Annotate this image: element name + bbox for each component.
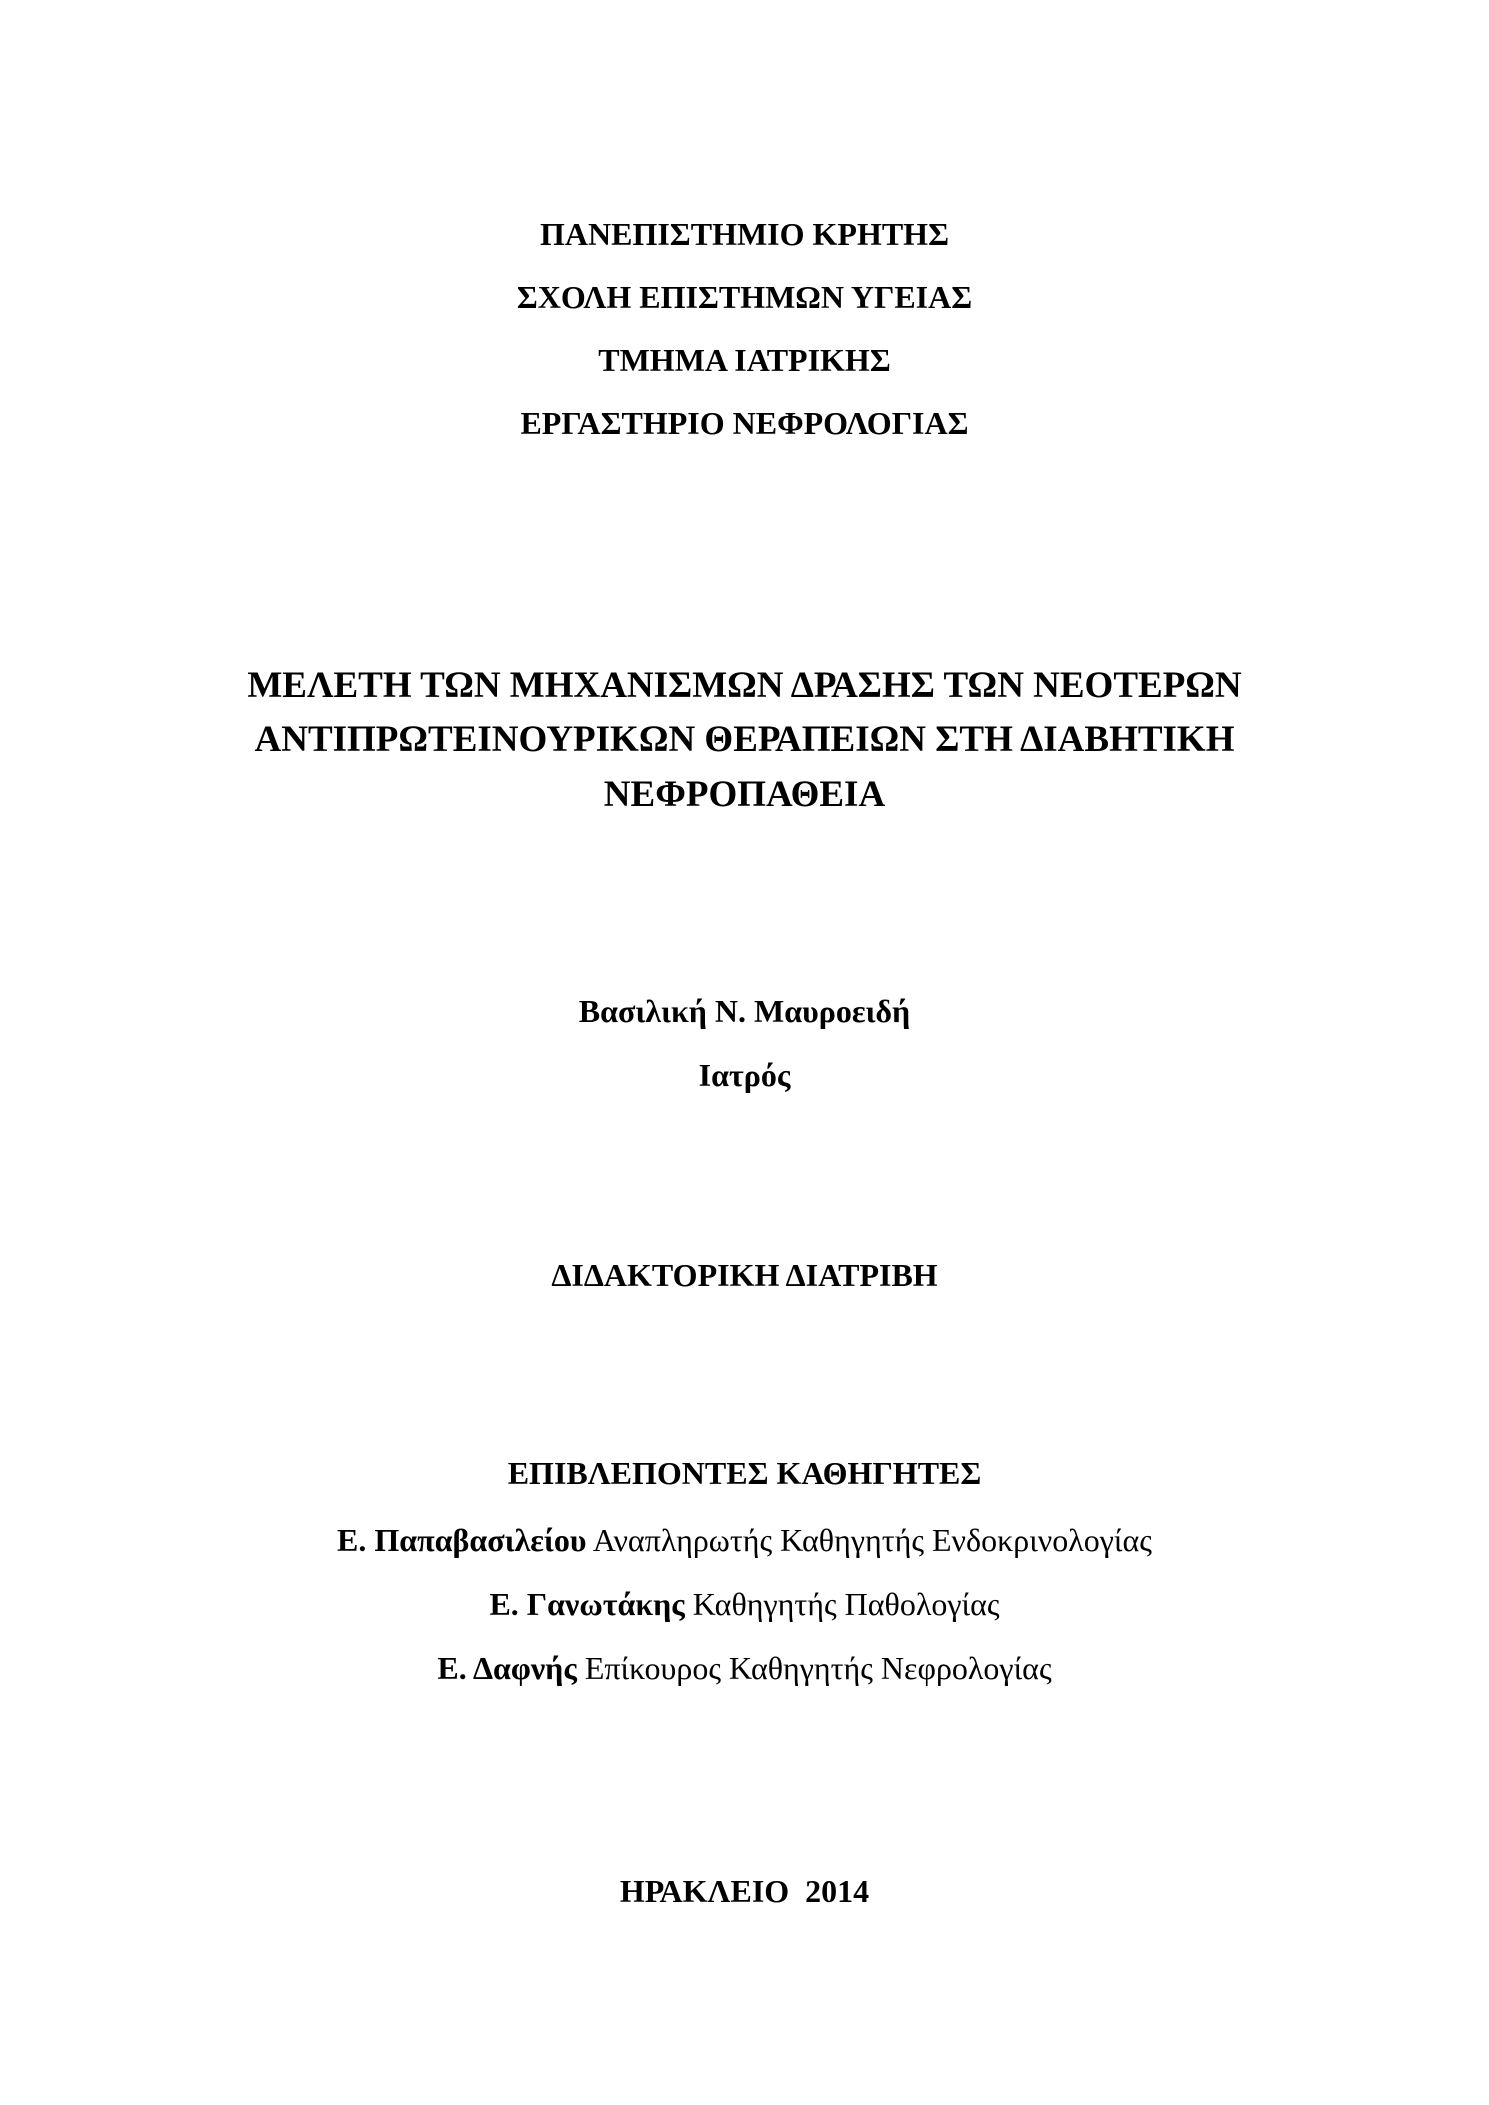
supervisor-role: Αναπληρωτής Καθηγητής Ενδοκρινολογίας [592, 1522, 1152, 1558]
supervisor-role: Επίκουρος Καθηγητής Νεφρολογίας [584, 1650, 1052, 1686]
document-type: ΔΙΔΑΚΤΟΡΙΚΗ ΔΙΑΤΡΙΒΗ [551, 1257, 938, 1293]
supervisor-name: Ε. Δαφνής [437, 1650, 577, 1686]
supervisor-name: Ε. Γανωτάκης [489, 1586, 685, 1622]
supervisor-role: Καθηγητής Παθολογίας [692, 1586, 1000, 1622]
place-and-year: ΗΡΑΚΛΕΙΟ 2014 [619, 1873, 870, 1909]
thesis-title-line-3: ΝΕΦΡΟΠΑΘΕΙΑ [603, 774, 886, 815]
laboratory-name: ΕΡΓΑΣΤΗΡΙΟ ΝΕΦΡΟΛΟΓΙΑΣ [520, 405, 969, 441]
supervisor-entry [0, 1588, 1489, 1620]
supervisor-entry [0, 1652, 1489, 1684]
author-name: Βασιλική Ν. Μαυροειδή [578, 993, 911, 1029]
author-profession: Ιατρός [698, 1057, 791, 1093]
school-name: ΣΧΟΛΗ ΕΠΙΣΤΗΜΩΝ ΥΓΕΙΑΣ [516, 279, 973, 315]
supervisor-entry [0, 1524, 1489, 1556]
thesis-title-line-2: ΑΝΤΙΠΡΩΤΕΙΝΟΥΡΙΚΩΝ ΘΕΡΑΠΕΙΩΝ ΣΤΗ ΔΙΑΒΗΤΙΚΗ [254, 719, 1235, 760]
supervisors-heading: ΕΠΙΒΛΕΠΟΝΤΕΣ ΚΑΘΗΓΗΤΕΣ [507, 1455, 982, 1491]
supervisor-name: Ε. Παπαβασιλείου [337, 1522, 587, 1558]
thesis-title-line-1: ΜΕΛΕΤΗ ΤΩΝ ΜΗΧΑΝΙΣΜΩΝ ΔΡΑΣΗΣ ΤΩΝ ΝΕΟΤΕΡΩΝ [247, 665, 1242, 706]
department-name: ΤΜΗΜΑ ΙΑΤΡΙΚΗΣ [598, 342, 891, 378]
university-name: ΠΑΝΕΠΙΣΤΗΜΙΟ ΚΡΗΤΗΣ [540, 216, 949, 252]
